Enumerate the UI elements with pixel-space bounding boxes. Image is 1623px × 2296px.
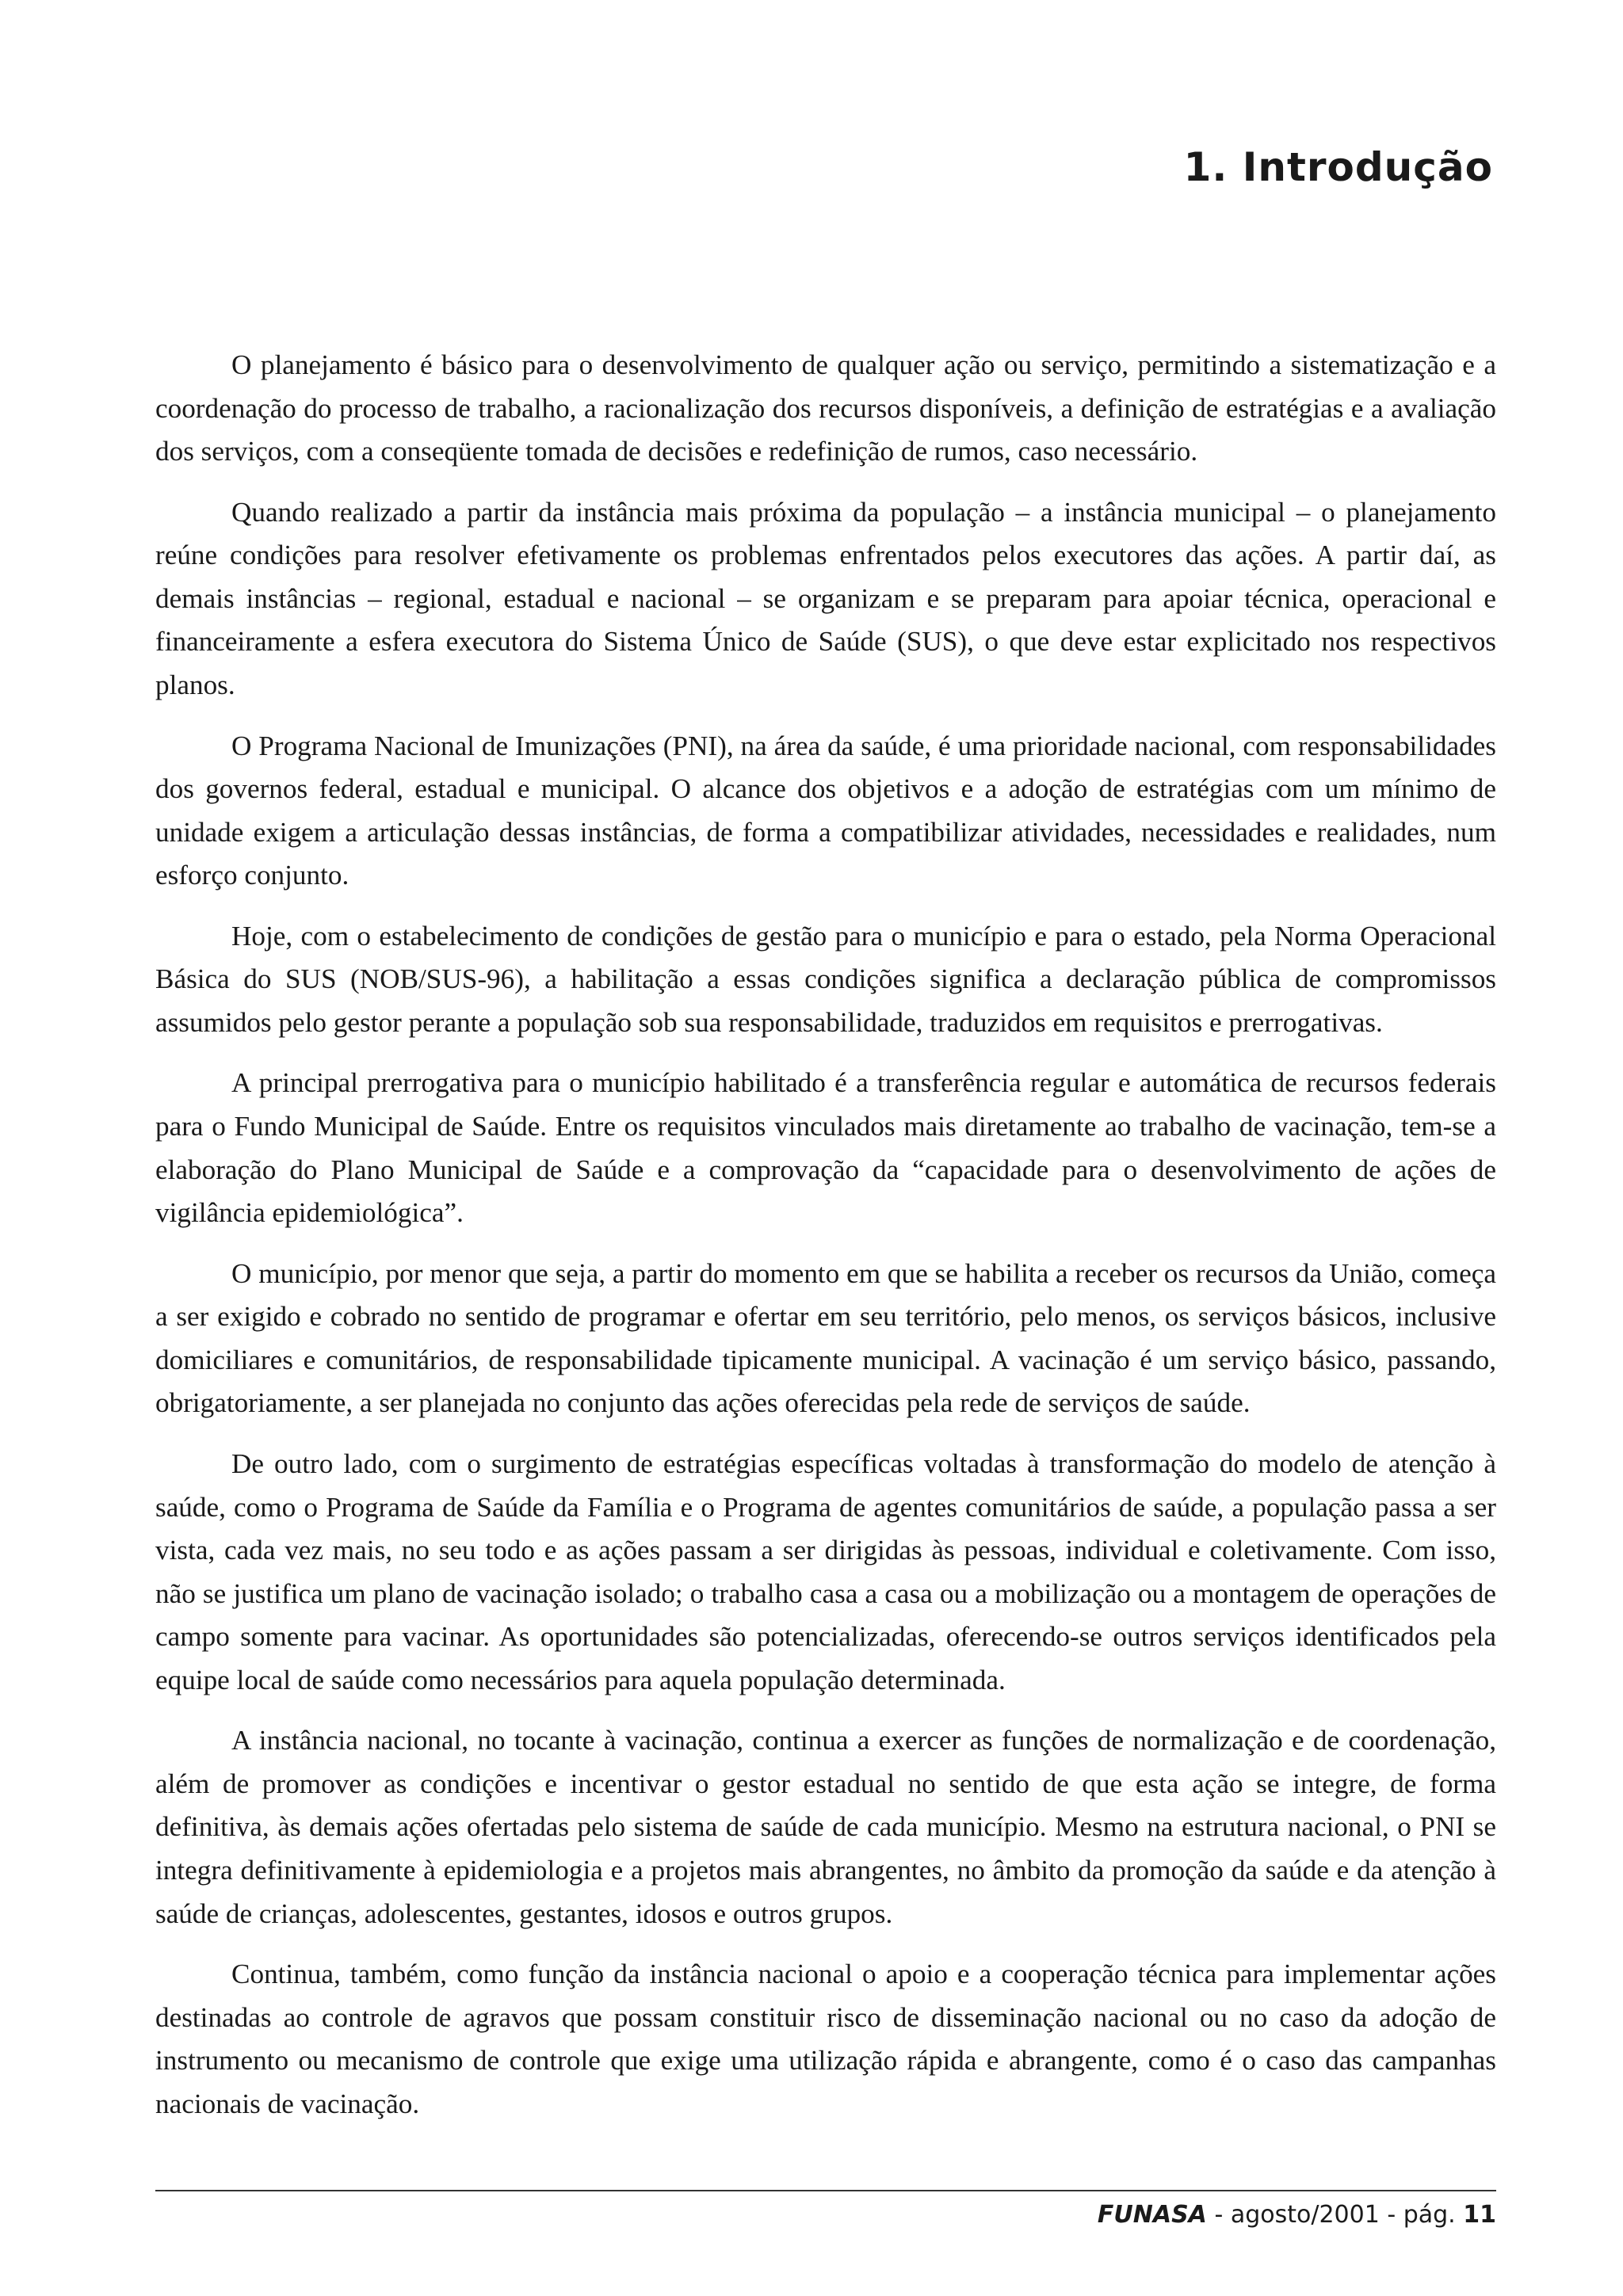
paragraph-4: Hoje, com o estabelecimento de condições de gestão para o município e para o estado, pela Norma Operacional Básica do SUS (NOB/SUS-96), a habilitação a essas condições significa a declaração pública de compromissos assumidos pelo gestor perante a população sob sua responsabilidade, traduzidos em requisitos e prerrogativas. [155, 920, 1496, 1038]
paragraph-8: A instância nacional, no tocante à vacinação, continua a exercer as funções de normalização e de coordenação, além de promover as condições e incentivar o gestor estadual no sentido de que esta ação se integre, de forma definitiva, às demais ações ofertadas pelo sistema de saúde de cada município. Mesmo na estrutura nacional, o PNI se integra definitivamente à epidemiologia e a projetos mais abrangentes, no âmbito da promoção da saúde e da atenção à saúde de crianças, adolescentes, gestantes, idosos e outros grupos. [155, 1725, 1496, 1929]
footer-date: agosto/2001 [1230, 2201, 1380, 2229]
footer-divider [155, 2190, 1496, 2191]
paragraph-9: Continua, também, como função da instância nacional o apoio e a cooperação técnica para implementar ações destinadas ao controle de agravos que possam constituir risco de disseminação nacional ou no caso da adoção de instrumento ou mecanismo de controle que exige uma utilização rápida e abrangente, como é o caso das campanhas nacionais de vacinação. [155, 1958, 1496, 2119]
footer-separator: - [1379, 2201, 1403, 2229]
paragraph-1: O planejamento é básico para o desenvolvimento de qualquer ação ou serviço, permitindo a sistematização e a coordenação do processo de trabalho, a racionalização dos recursos disponíveis, a definição de estratégias e a avaliação dos serviços, com a conseqüente tomada de decisões e redefinição de rumos, caso necessário. [155, 349, 1496, 467]
chapter-title: 1. Introdução [1183, 144, 1493, 190]
footer-page-number: 11 [1463, 2201, 1496, 2229]
paragraph-3: O Programa Nacional de Imunizações (PNI), na área da saúde, é uma prioridade nacional, com responsabilidades dos governos federal, estadual e municipal. O alcance dos objetivos e a adoção de estratégias com um mínimo de unidade exigem a articulação dessas instâncias, de forma a compatibilizar atividades, necessidades e realidades, num esforço conjunto. [155, 730, 1496, 891]
body-text [155, 344, 1496, 2143]
paragraph-5: A principal prerrogativa para o município habilitado é a transferência regular e automática de recursos federais para o Fundo Municipal de Saúde. Entre os requisitos vinculados mais diretamente ao trabalho de vacinação, tem-se a elaboração do Plano Municipal de Saúde e a comprovação da “capacidade para o desenvolvimento de ações de vigilância epidemiológica”. [155, 1067, 1496, 1229]
paragraph-6: O município, por menor que seja, a partir do momento em que se habilita a receber os recursos da União, começa a ser exigido e cobrado no sentido de programar e ofertar em seu território, pelo menos, os serviços básicos, inclusive domiciliares e comunitários, de responsabilidade tipicamente municipal. A vacinação é um serviço básico, passando, obrigatoriamente, a ser planejada no conjunto das ações oferecidas pela rede de serviços de saúde. [155, 1257, 1496, 1419]
footer-separator: - [1206, 2201, 1231, 2229]
footer-page-label: pág. [1403, 2201, 1464, 2229]
page-footer [1098, 2201, 1496, 2229]
footer-organization: FUNASA [1097, 2201, 1207, 2229]
paragraph-2: Quando realizado a partir da instância mais próxima da população – a instância municipal – o planejamento reúne condições para resolver efetivamente os problemas enfrentados pelos executores das ações. A partir daí, as demais instâncias – regional, estadual e nacional – se organizam e se preparam para apoiar técnica, operacional e financeiramente a esfera executora do Sistema Único de Saúde (SUS), o que deve estar explicitado nos respectivos planos. [155, 496, 1496, 700]
paragraph-7: De outro lado, com o surgimento de estratégias específicas voltadas à transformação do modelo de atenção à saúde, como o Programa de Saúde da Família e o Programa de agentes comunitários de saúde, a população passa a ser vista, cada vez mais, no seu todo e as ações passam a ser dirigidas às pessoas, individual e coletivamente. Com isso, não se justifica um plano de vacinação isolado; o trabalho casa a casa ou a mobilização ou a montagem de operações de campo somente para vacinar. As oportunidades são potencializadas, oferecendo-se outros serviços identificados pela equipe local de saúde como necessários para aquela população determinada. [155, 1447, 1496, 1695]
